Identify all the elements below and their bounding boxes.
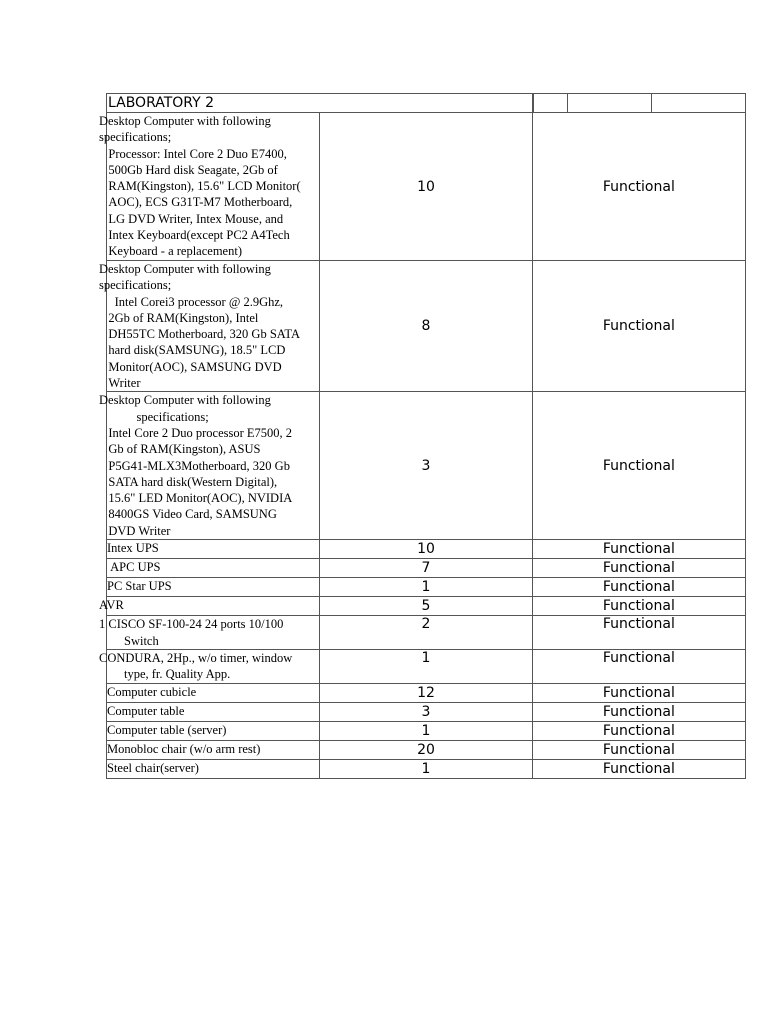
item-quantity: 5	[320, 597, 532, 616]
item-status: Functional	[532, 649, 745, 683]
table-row	[107, 683, 746, 702]
item-description: Computer table	[107, 703, 185, 718]
item-quantity: 1	[320, 649, 532, 683]
lab-title: LABORATORY 2	[107, 94, 533, 113]
item-quantity: 3	[320, 702, 532, 721]
inventory-sheet	[99, 93, 746, 779]
item-status: Functional	[532, 540, 745, 559]
item-description: Desktop Computer with following specifications; Intel Corei3 processor @ 2.9Ghz, 2Gb of RAM(Kingston), Intel DH55TC Motherboard, 320 Gb SATA hard disk(SAMSUNG), 18.5" LCD Monitor(AOC), SAMSUNG DVD Writer	[99, 262, 301, 391]
item-description: Desktop Computer with following specifications; Processor: Intel Core 2 Duo E7400, 500Gb Hard disk Seagate, 2Gb of RAM(Kingston), 15.6" LCD Monitor( AOC), ECS G31T-M7 Motherboard, LG DVD Writer, Intex Mouse, and Intex Keyboard(except PC2 A4Tech Keyboard - a replacement)	[99, 114, 301, 259]
item-quantity: 12	[320, 683, 532, 702]
item-quantity: 10	[320, 113, 532, 261]
item-description: Intex UPS	[107, 541, 159, 556]
item-description: Steel chair(server)	[107, 760, 199, 775]
item-status: Functional	[532, 261, 745, 392]
table-row	[107, 649, 746, 683]
item-status: Functional	[532, 559, 745, 578]
item-status: Functional	[532, 721, 745, 740]
table-row	[107, 616, 746, 650]
item-quantity: 1	[320, 578, 532, 597]
item-quantity: 1	[320, 721, 532, 740]
item-description: Computer table (server)	[107, 722, 227, 737]
table-row	[107, 578, 746, 597]
item-status: Functional	[532, 683, 745, 702]
table-row	[107, 597, 746, 616]
table-row	[107, 540, 746, 559]
item-quantity: 1	[320, 759, 532, 778]
item-quantity: 2	[320, 616, 532, 650]
title-row	[107, 94, 746, 113]
item-description: AVR	[99, 598, 124, 613]
item-status: Functional	[532, 616, 745, 650]
item-quantity: 8	[320, 261, 532, 392]
table-row	[107, 759, 746, 778]
item-description: Monobloc chair (w/o arm rest)	[107, 741, 261, 756]
item-quantity: 20	[320, 740, 532, 759]
item-description: Computer cubicle	[107, 684, 197, 699]
item-status: Functional	[532, 392, 745, 540]
item-description: APC UPS	[107, 560, 161, 575]
item-status: Functional	[532, 702, 745, 721]
table-row	[107, 392, 746, 540]
item-description: PC Star UPS	[107, 579, 172, 594]
title-blank-cells	[532, 94, 745, 113]
table-row	[107, 721, 746, 740]
item-quantity: 3	[320, 392, 532, 540]
table-row	[107, 559, 746, 578]
inventory-table	[99, 93, 746, 779]
item-quantity: 7	[320, 559, 532, 578]
table-row	[107, 740, 746, 759]
item-description: 1 CISCO SF-100-24 24 ports 10/100 Switch	[99, 617, 284, 648]
table-row	[107, 261, 746, 392]
item-status: Functional	[532, 113, 745, 261]
item-status: Functional	[532, 578, 745, 597]
table-row	[107, 702, 746, 721]
item-description: CONDURA, 2Hp., w/o timer, window type, fr. Quality App.	[99, 650, 293, 682]
item-quantity: 10	[320, 540, 532, 559]
item-description: Desktop Computer with following specifications; Intel Core 2 Duo processor E7500, 2 Gb of RAM(Kingston), ASUS P5G41-MLX3Motherboard, 320 Gb SATA hard disk(Western Digital), 15.6" LED Monitor(AOC), NVIDIA 8400GS Video Card, SAMSUNG DVD Writer	[99, 393, 293, 538]
item-status: Functional	[532, 597, 745, 616]
item-status: Functional	[532, 759, 745, 778]
item-status: Functional	[532, 740, 745, 759]
table-row	[107, 113, 746, 261]
